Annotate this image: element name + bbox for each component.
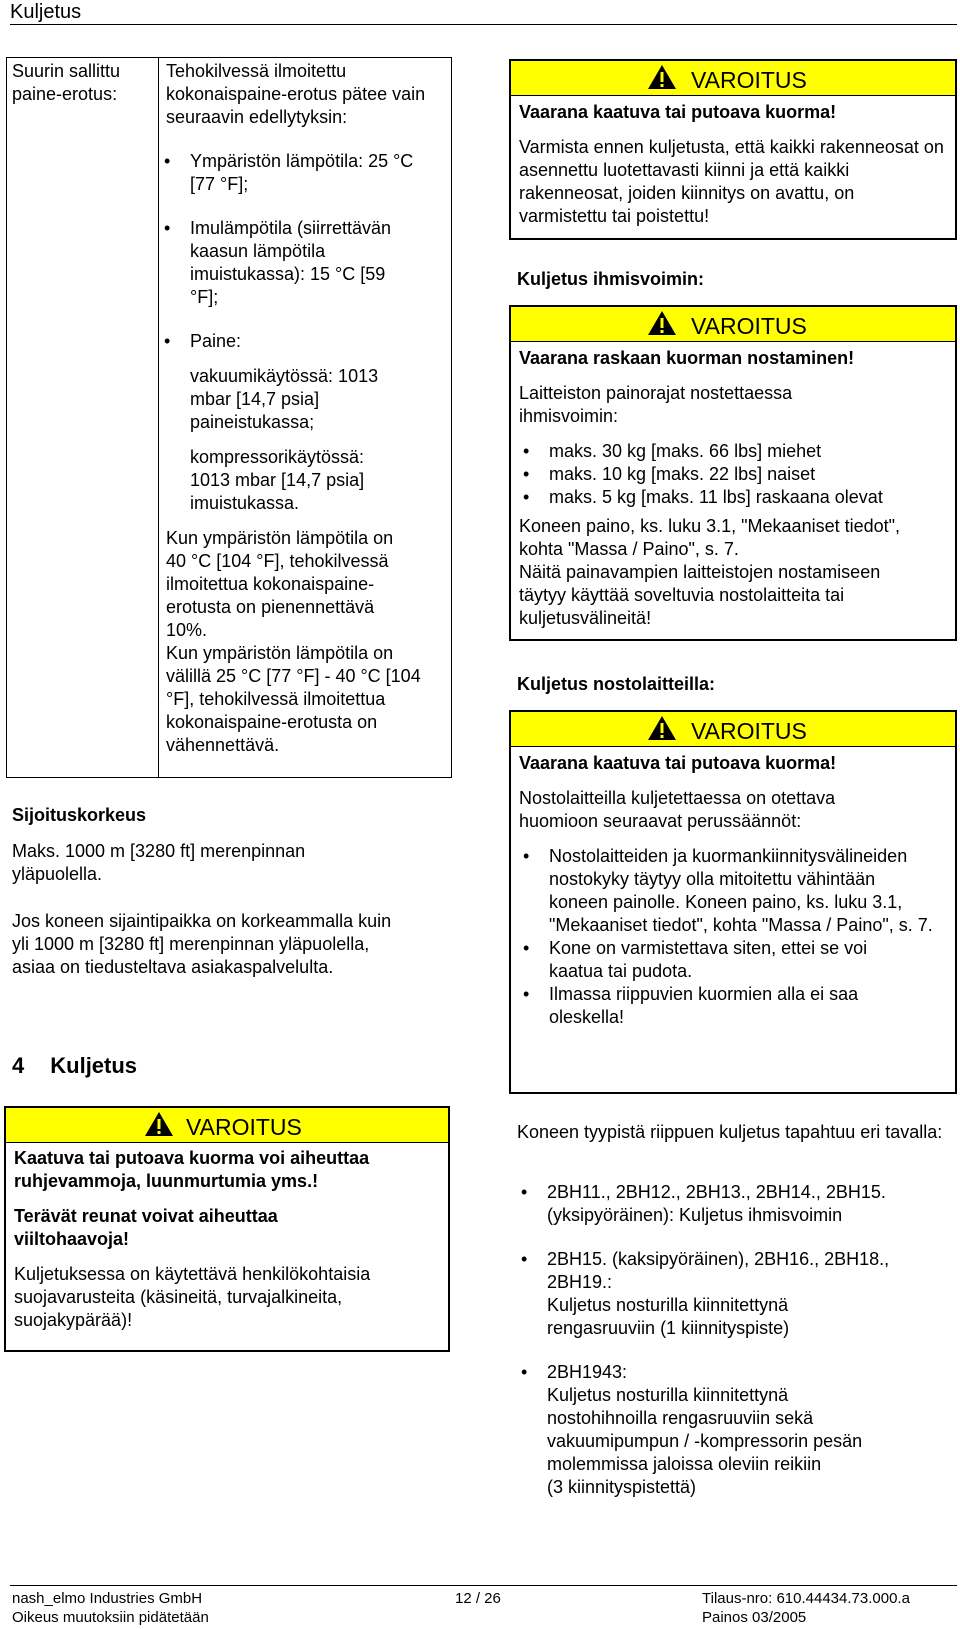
warning-triangle-icon	[647, 64, 677, 90]
lifting-rules-list	[519, 845, 947, 1029]
footer-order: Tilaus-nro: 610.44434.73.000.a	[702, 1590, 910, 1607]
warning-bold: Vaarana kaatuva tai putoava kuorma!	[519, 753, 837, 773]
warning-triangle-icon	[647, 715, 677, 741]
warning-text: Kuljetuksessa on käytettävä henkilökohtaisia suojavarusteita (käsineitä, turvajalkineita, suojakypärää)!	[14, 1264, 371, 1330]
list-item: • Nostolaitteiden ja kuormankiinnitysvälineiden nostokyky täytyy olla mitoitettu vähintään koneen painolle. Koneen paino, ks. luku 3.1, "Mekaaniset tiedot", kohta "Massa / Paino", s. 7.	[519, 845, 947, 937]
list-item: • Ilmassa riippuvien kuormien alla ei saa oleskella!	[519, 983, 947, 1029]
type-method: (yksipyöräinen): Kuljetus ihmisvoimin	[547, 1205, 843, 1225]
altitude-max: Maks. 1000 m [3280 ft] merenpinnan yläpuolella.	[12, 841, 306, 884]
warning-box-lifting-manual	[509, 305, 957, 641]
warning-text: Varmista ennen kuljetusta, että kaikki rakenneosat on asennettu luotettavasti kiinni ja että kaikki rakenneosat, joiden kiinnitys on avattu, on varmistettu tai poistettu!	[519, 137, 944, 226]
warning-intro: Nostolaitteilla kuljetettaessa on otettava huomioon seuraavat perussäännöt:	[519, 788, 836, 831]
warning-header	[511, 61, 955, 96]
list-item: • Ympäristön lämpötila: 25 °C [77 °F];	[160, 150, 446, 196]
list-item	[517, 1248, 952, 1340]
list-item: • Paine:	[160, 330, 446, 353]
footer-rule	[10, 1585, 957, 1586]
list-item	[517, 1361, 952, 1499]
type-models: • 2BH15. (kaksipyöräinen), 2BH16., 2BH18., 2BH19.:	[547, 1249, 890, 1292]
warning-bold: Vaarana kaatuva tai putoava kuorma!	[519, 102, 837, 122]
section-number: 4	[12, 1053, 25, 1078]
warning-triangle-icon	[647, 310, 677, 336]
warning-bold-2: Terävät reunat voivat aiheuttaa viiltohaavoja!	[14, 1206, 278, 1249]
warning-body	[511, 747, 955, 1035]
warning-intro: Laitteiston painorajat nostettaessa ihmisvoimin:	[519, 383, 793, 426]
section-heading	[12, 1053, 137, 1079]
warning-title: VAROITUS	[691, 67, 807, 93]
list-item: • Imulämpötila (siirrettävän kaasun lämpötila imuistukassa): 15 °C [59 °F];	[160, 217, 446, 309]
warning-title: VAROITUS	[186, 1114, 302, 1140]
types-intro: Koneen tyypistä riippuen kuljetus tapahtuu eri tavalla:	[517, 1122, 943, 1142]
pressure-vacuum: vakuumikäytössä: 1013 mbar [14,7 psia] paineistukassa;	[190, 366, 379, 432]
footer-company: nash_elmo Industries GmbH	[12, 1590, 203, 1607]
warning-title: VAROITUS	[691, 313, 807, 339]
warning-body	[511, 96, 955, 234]
warning-body	[6, 1143, 448, 1338]
page-header-title: Kuljetus	[10, 1, 82, 23]
warning-box-load	[509, 59, 957, 240]
types-list	[517, 1181, 952, 1499]
spec-table-content	[166, 60, 446, 757]
warning-box-injury	[4, 1106, 450, 1352]
footer-edition: Painos 03/2005	[702, 1609, 807, 1626]
spec-conditions-list	[160, 150, 446, 353]
spec-note-2: Kun ympäristön lämpötila on välillä 25 °C [77 °F] - 40 °C [104 °F], tehokilvessä ilmoitettua kokonaispaine-erotusta on vähennettävä.	[166, 643, 421, 755]
spec-table-divider	[158, 57, 159, 778]
warning-header	[511, 712, 955, 747]
list-item: • maks. 5 kg [maks. 11 lbs] raskaana olevat	[519, 486, 947, 509]
type-method: Kuljetus nosturilla kiinnitettynä nostohihnoilla rengasruuviin sekä vakuumipumpun / -kompressorin pesän molemmissa jaloissa oleviin reikiin	[547, 1385, 863, 1474]
weight-reference: Koneen paino, ks. luku 3.1, "Mekaaniset tiedot", kohta "Massa / Paino", s. 7.	[519, 516, 901, 559]
header-rule	[10, 24, 957, 25]
warning-body	[511, 342, 955, 636]
footer-rights: Oikeus muutoksiin pidätetään	[12, 1609, 209, 1626]
warning-triangle-icon	[144, 1111, 174, 1137]
weight-limits-list	[519, 440, 947, 509]
warning-bold: Vaarana raskaan kuorman nostaminen!	[519, 348, 855, 368]
warning-header	[6, 1108, 448, 1143]
type-method: Kuljetus nosturilla kiinnitettynä rengasruuviin (1 kiinnityspiste)	[547, 1295, 790, 1338]
section-title: Kuljetus	[50, 1053, 138, 1078]
pressure-compressor: kompressorikäytössä: 1013 mbar [14,7 psia] imuistukassa.	[190, 447, 365, 513]
type-models: • 2BH1943:	[547, 1362, 628, 1382]
list-item: • Kone on varmistettava siten, ettei se voi kaatua tai pudota.	[519, 937, 947, 983]
altitude-note: Jos koneen sijaintipaikka on korkeammalla kuin yli 1000 m [3280 ft] merenpinnan yläpuolella, asiaa on tiedusteltava asiakaspalvelulta.	[12, 911, 392, 977]
manual-heading: Kuljetus ihmisvoimin:	[517, 269, 705, 289]
warning-header	[511, 307, 955, 342]
warning-title: VAROITUS	[691, 718, 807, 744]
list-item	[517, 1181, 952, 1227]
heavy-note: Näitä painavampien laitteistojen nostamiseen täytyy käyttää soveltuvia nostolaitteita tai kuljetusvälineitä!	[519, 562, 881, 628]
altitude-heading: Sijoituskorkeus	[12, 805, 147, 825]
spec-note-1: Kun ympäristön lämpötila on 40 °C [104 °F], tehokilvessä ilmoitettua kokonaispaine-erotusta on pienennettävä 10%.	[166, 528, 394, 640]
lifting-heading: Kuljetus nostolaitteilla:	[517, 674, 716, 694]
type-models: • 2BH11., 2BH12., 2BH13., 2BH14., 2BH15.	[547, 1182, 886, 1202]
list-item: • maks. 30 kg [maks. 66 lbs] miehet	[519, 440, 947, 463]
warning-bold-1: Kaatuva tai putoava kuorma voi aiheuttaa ruhjevammoja, luunmurtumia yms.!	[14, 1148, 370, 1191]
spec-table-label: Suurin sallittu paine-erotus:	[12, 61, 121, 104]
list-item: • maks. 10 kg [maks. 22 lbs] naiset	[519, 463, 947, 486]
type-extra: (3 kiinnityspistettä)	[547, 1477, 697, 1497]
footer-page: 12 / 26	[455, 1590, 501, 1607]
warning-box-lifting-devices	[509, 710, 957, 1094]
spec-intro: Tehokilvessä ilmoitettu kokonaispaine-erotus pätee vain seuraavin edellytyksin:	[166, 61, 426, 127]
